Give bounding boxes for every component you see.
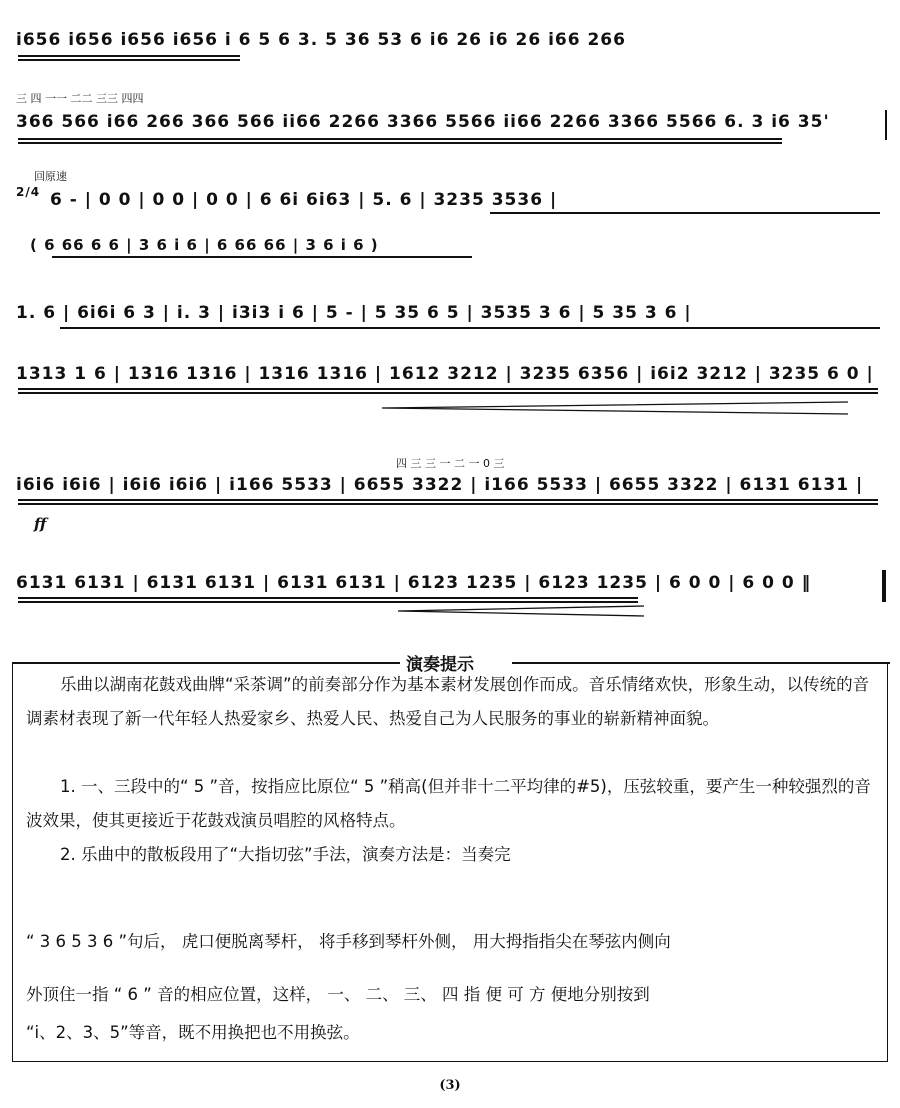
notation-line: 1. 6 | 6i6i 6 3 | i. 3 | i3i3 i 6 | 5 - | 5 35 6 5 | 3535 3 6 | 5 35 3 6 |: [16, 303, 692, 323]
underline: [18, 601, 638, 603]
notation-line: 6 - | 0 0 | 0 0 | 0 0 | 6 6i 6i63 | 5. 6 | 3235 3536 |: [50, 190, 558, 210]
score-system-6: [16, 475, 886, 495]
accompaniment-line: ( 6 66 6 6 | 3 6 i 6 | 6 66 66 | 3 6 i 6 ): [30, 236, 379, 254]
notes-paragraph-5: 外顶住一指 “ 6 ” 音的相应位置，这样， 一、 二、 三、 四 指 便 可 方 便地分别按到: [26, 985, 650, 1004]
underline: [18, 392, 878, 394]
underline: [18, 388, 878, 390]
barline: [885, 110, 887, 140]
notation-line: 1313 1 6 | 1316 1316 | 1316 1316 | 1612 3212 | 3235 6356 | i6i2 3212 | 3235 6 0 |: [16, 364, 874, 384]
crescendo-hairpin: [396, 604, 646, 618]
dynamic-marking: ff: [34, 515, 47, 533]
notation-line: i6i6 i6i6 | i6i6 i6i6 | i166 5533 | 6655 3322 | i166 5533 | 6655 3322 | 6131 6131 |: [16, 475, 864, 495]
score-system-4: [16, 303, 886, 323]
score-system-1: [16, 30, 886, 50]
underline: [52, 256, 472, 258]
notes-paragraph-3: 2. 乐曲中的散板段用了“大指切弦”手法，演奏方法是：当奏完: [60, 845, 511, 864]
score-system-7: [16, 573, 886, 593]
notation-line: 6131 6131 | 6131 6131 | 6131 6131 | 6123 1235 | 6123 1235 | 6 0 0 | 6 0 0 ‖: [16, 573, 812, 593]
notation-line: 366 566 i66 266 366 566 ii66 2266 3366 5566 ii66 2266 3366 5566 6. 3 i6 35': [16, 112, 830, 132]
page-number: (3): [439, 1078, 461, 1093]
notes-header: [12, 648, 890, 675]
score-system-3: [50, 190, 880, 210]
notation-line: i656 i656 i656 i656 i 6 5 6 3. 5 36 53 6 i6 26 i6 26 i66 266: [16, 30, 626, 50]
underline: [60, 327, 880, 329]
final-barline: [882, 570, 886, 602]
underline: [18, 142, 782, 144]
notes-paragraph-1: 乐曲以湖南花鼓戏曲牌“采茶调”的前奏部分作为基本素材发展创作而成。音乐情绪欢快，形象生动，以传统的音调素材表现了新一代年轻人热爱家乡、热爱人民、热爱自己为人民服务的事业的崭新精神面貌。: [26, 675, 870, 728]
underline: [18, 597, 638, 599]
underline: [18, 499, 878, 501]
score-system-2: [16, 112, 886, 132]
fingering-line-6: 四 三 三 一 二 一 0 三: [396, 457, 505, 470]
score-system-5: [16, 364, 886, 384]
underline: [18, 59, 240, 61]
underline: [18, 55, 240, 57]
tempo-marking: 回原速: [34, 170, 67, 183]
notes-paragraph-2: 1. 一、三段中的“ 5 ”音，按指应比原位“ 5 ”稍高(但并非十二平均律的#5)，压弦较重，要产生一种较强烈的音波效果，使其更接近于花鼓戏演员唱腔的风格特点。: [26, 777, 871, 830]
underline: [18, 138, 782, 140]
time-signature: 2/4: [16, 185, 41, 199]
crescendo-hairpin: [380, 400, 850, 416]
fingering-line-2: 三 四 一一 二二 三三 四四: [16, 92, 144, 105]
notes-title: 演奏提示: [400, 650, 480, 675]
notes-paragraph-4: “ 3 6 5 3 6 ”句后， 虎口便脱离琴杆， 将手移到琴杆外侧， 用大拇指指尖在琴弦内侧向: [26, 932, 671, 951]
underline: [490, 212, 880, 214]
notes-paragraph-6: “i、2、3、5”等音，既不用换把也不用换弦。: [26, 1023, 360, 1042]
underline: [18, 503, 878, 505]
